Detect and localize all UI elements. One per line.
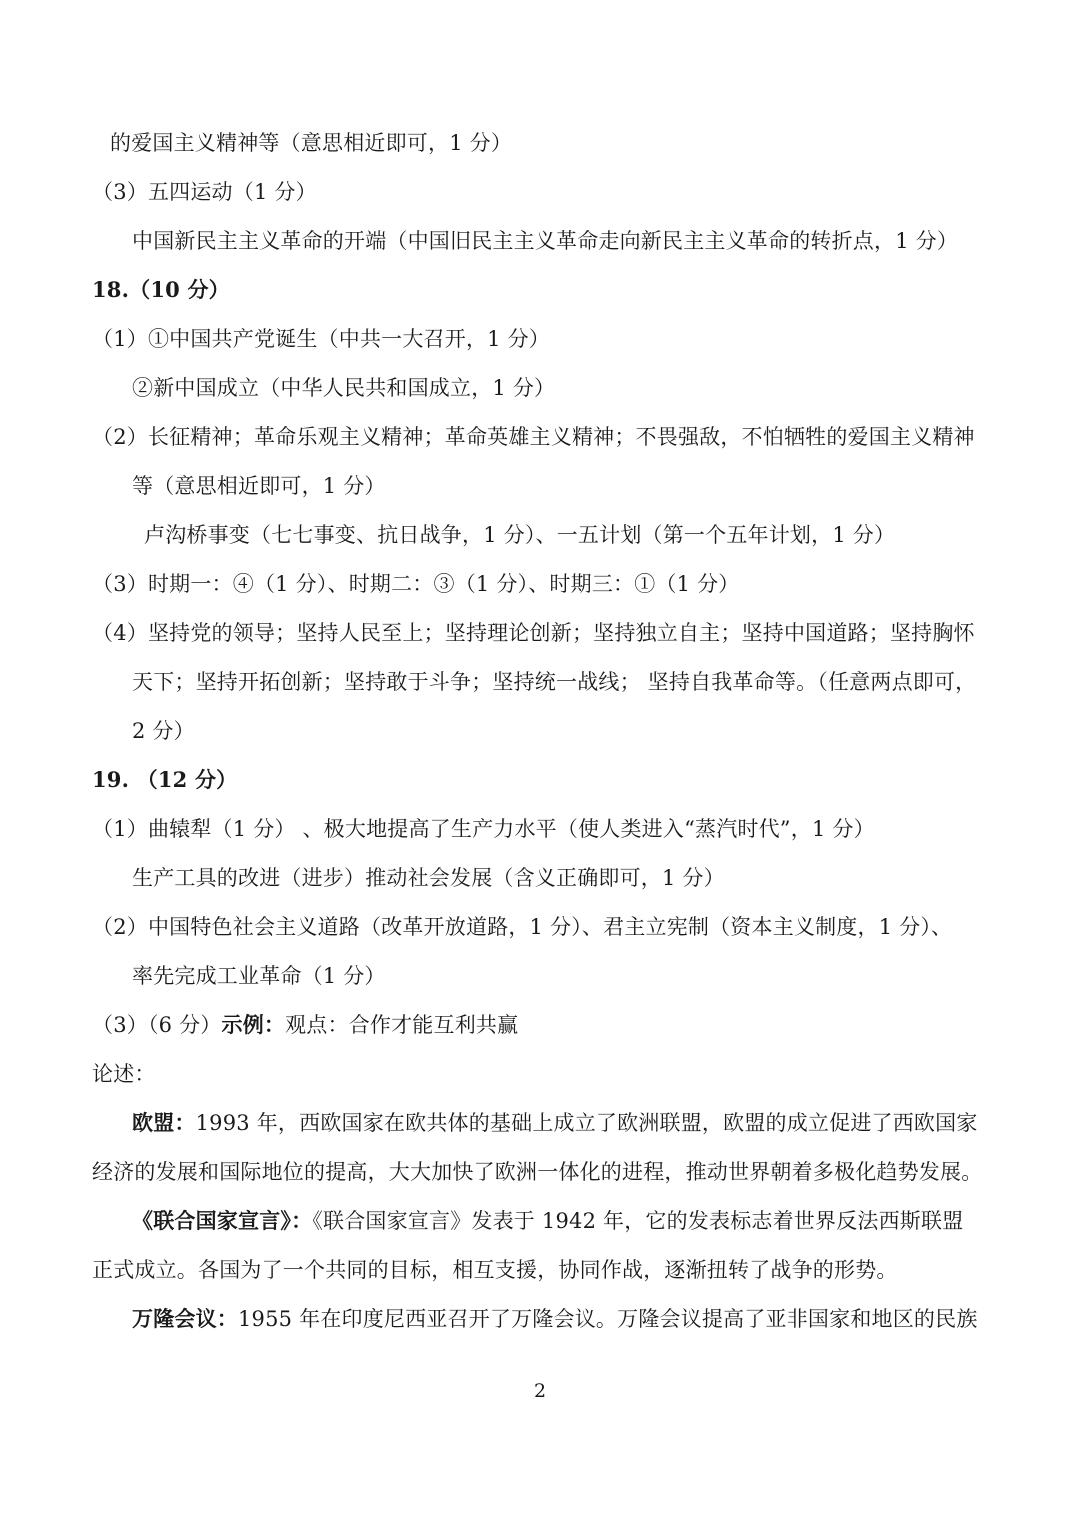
text-line: （2）长征精神；革命乐观主义精神；革命英雄主义精神；不畏强敌，不怕牺牲的爱国主义精神 bbox=[92, 425, 975, 449]
text-segment: 观点：合作才能互利共赢 bbox=[285, 1013, 519, 1037]
text-line: 正式成立。各国为了一个共同的目标，相互支援，协同作战，逐渐扭转了战争的形势。 bbox=[92, 1258, 898, 1282]
text-line bbox=[132, 1304, 978, 1334]
text-line: （3）时期一：④（1 分）、时期二：③（1 分）、时期三：①（1 分） bbox=[92, 572, 740, 596]
text-segment: 1993 年，西欧国家在欧共体的基础上成立了欧洲联盟，欧盟的成立促进了西欧国家 bbox=[195, 1111, 978, 1135]
text-line: 中国新民主主义革命的开端（中国旧民主主义革命走向新民主主义革命的转折点，1 分） bbox=[132, 229, 959, 253]
question-19-heading: 19. （12 分） bbox=[92, 767, 238, 792]
text-line bbox=[92, 1010, 518, 1040]
bandung-label: 万隆会议： bbox=[132, 1306, 238, 1331]
text-line bbox=[132, 1206, 963, 1236]
text-line: 天下；坚持开拓创新；坚持敢于斗争；坚持统一战线； 坚持自我革命等。（任意两点即可， bbox=[132, 670, 977, 694]
text-line: 的爱国主义精神等（意思相近即可，1 分） bbox=[110, 131, 513, 155]
text-line: （1）曲辕犁（1 分） 、极大地提高了生产力水平（使人类进入“蒸汽时代”，1 分） bbox=[92, 817, 875, 841]
text-line: （1）①中国共产党诞生（中共一大召开，1 分） bbox=[92, 327, 550, 351]
text-line: 等（意思相近即可，1 分） bbox=[132, 474, 386, 498]
un-label: 《联合国家宣言》： bbox=[132, 1208, 313, 1233]
text-segment: （3）（6 分） bbox=[92, 1013, 222, 1037]
text-line: 率先完成工业革命（1 分） bbox=[132, 964, 386, 988]
text-line bbox=[132, 1108, 978, 1138]
text-line: ②新中国成立（中华人民共和国成立，1 分） bbox=[132, 376, 556, 400]
text-line: 生产工具的改进（进步）推动社会发展（含义正确即可，1 分） bbox=[132, 866, 725, 890]
text-line: 卢沟桥事变（七七事变、抗日战争，1 分）、一五计划（第一个五年计划，1 分） bbox=[144, 523, 896, 547]
page-number: 2 bbox=[533, 1380, 547, 1402]
text-line: （4）坚持党的领导；坚持人民至上；坚持理论创新；坚持独立自主；坚持中国道路；坚持胸怀 bbox=[92, 621, 975, 645]
question-18-heading: 18.（10 分） bbox=[92, 277, 230, 302]
text-line: 论述： bbox=[92, 1062, 156, 1086]
text-line: （3）五四运动（1 分） bbox=[92, 180, 317, 204]
text-line: 经济的发展和国际地位的提高，大大加快了欧洲一体化的进程，推动世界朝着多极化趋势发展。 bbox=[92, 1160, 983, 1184]
example-label: 示例： bbox=[221, 1012, 286, 1037]
text-line: （2）中国特色社会主义道路（改革开放道路，1 分）、君主立宪制（资本主义制度，1 分）、 bbox=[92, 915, 953, 939]
eu-label: 欧盟： bbox=[132, 1110, 196, 1135]
text-segment: 1955 年在印度尼西亚召开了万隆会议。万隆会议提高了亚非国家和地区的民族 bbox=[238, 1307, 978, 1331]
text-segment: 《联合国家宣言》发表于 1942 年，它的发表标志着世界反法西斯联盟 bbox=[312, 1209, 964, 1233]
text-line: 2 分） bbox=[132, 719, 195, 743]
